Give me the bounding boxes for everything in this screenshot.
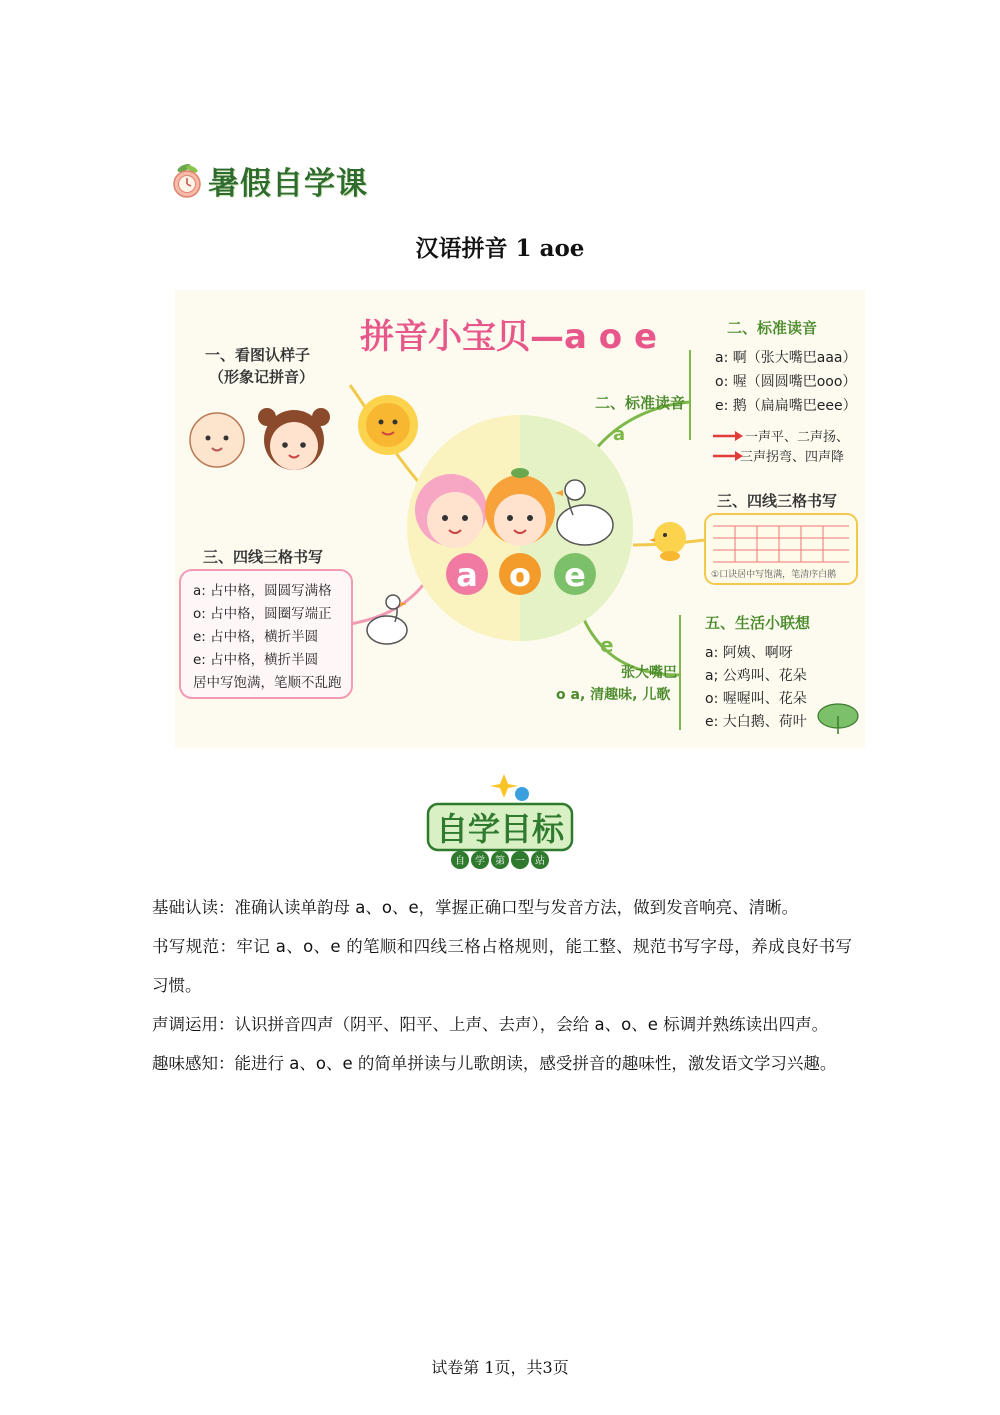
learning-goals (152, 888, 852, 1083)
branch-1-title: 一、看图认样子 (205, 346, 311, 364)
branch-5-letter: e (600, 633, 614, 657)
branch-3-right-title: 三、四线三格书写 (717, 492, 838, 510)
pinyin-mindmap (175, 290, 865, 748)
badge-char-1: 自 (455, 856, 465, 867)
association-item-2: a; 公鸡叫、花朵 (705, 668, 807, 684)
writing-rule-o: o: 占中格，圆圈写端正 (193, 606, 332, 622)
association-item-4: e: 大白鹅、荷叶 (705, 714, 807, 730)
egg-face-icon (190, 413, 244, 467)
sparkle-icon (490, 774, 529, 801)
branch-2-box-title: 二、标准读音 (727, 319, 818, 337)
association-item-1: a: 阿姨、啊呀 (705, 645, 793, 661)
badge-char-4: 一 (515, 856, 525, 867)
writing-rule-e-2: e: 占中格，横折半圆 (193, 652, 319, 668)
page-footer: 试卷第 1页，共3页 (431, 1358, 569, 1377)
writing-rule-e-1: e: 占中格，横折半圆 (193, 629, 319, 645)
center-letter-o: o (509, 556, 531, 594)
center-letter-a: a (456, 556, 478, 594)
goal-fun-perception: 趣味感知：能进行 a、o、e 的简单拼读与儿歌朗读，感受拼音的趣味性，激发语文学习兴趣。 (152, 1054, 837, 1073)
sun-icon (358, 395, 418, 455)
self-study-badge (422, 770, 578, 870)
goal-tone-usage: 声调运用：认识拼音四声（阴平、阳平、上声、去声），会给 a、o、e 标调并熟练读出四声。 (152, 1015, 829, 1034)
goal-writing-rules: 书写规范：牢记 a、o、e 的笔顺和四线三格占格规则，能工整、规范书写字母，养成良好书写习惯。 (152, 937, 852, 995)
writing-rule-summary: 居中写饱满，笔顺不乱跑 (193, 675, 342, 691)
reading-item-o: o: 喔（圆圆嘴巴ooo） (715, 374, 857, 390)
peach-clock-icon (168, 162, 206, 200)
badge-char-2: 学 (475, 856, 485, 867)
document-title: 汉语拼音 1 aoe (415, 235, 585, 262)
branch-3-right-note: ①口诀居中写饱满，笔清序白鹅 (711, 570, 837, 580)
mindmap-title: 拼音小宝贝—a o e (360, 317, 658, 357)
badge-char-3: 第 (495, 856, 505, 867)
tone-rule-1: 一声平、二声扬、 (745, 430, 850, 445)
badge-title: 自学目标 (435, 810, 565, 848)
branch-1-subtitle: （形象记拼音） (209, 368, 315, 386)
tone-rule-2: 三声拐弯、四声降 (740, 450, 845, 465)
writing-rule-a: a: 占中格，圆圆写满格 (193, 583, 332, 599)
badge-char-5: 站 (535, 856, 545, 867)
header-logo (168, 158, 368, 203)
association-item-3: o: 喔喔叫、花朵 (705, 691, 807, 707)
reading-item-a: a: 啊（张大嘴巴aaa） (715, 350, 857, 366)
logo-text: 暑假自学课 (208, 166, 368, 202)
branch-5-label-1: 张大嘴巴 (621, 665, 677, 681)
branch-2-letter: a (613, 424, 626, 445)
branch-2-label: 二、标准读音 (595, 394, 686, 412)
branch-3-left-title: 三、四线三格书写 (203, 548, 324, 566)
reading-item-e: e: 鹅（扁扁嘴巴eee） (715, 398, 857, 414)
branch-5-label-2: o a, 清趣味, 儿歌 (556, 687, 671, 703)
goal-basic-reading: 基础认读：准确认读单韵母 a、o、e，掌握正确口型与发音方法，做到发音响亮、清晰。 (152, 898, 799, 917)
branch-5-box-title: 五、生活小联想 (705, 614, 811, 632)
center-letter-e: e (564, 556, 586, 594)
